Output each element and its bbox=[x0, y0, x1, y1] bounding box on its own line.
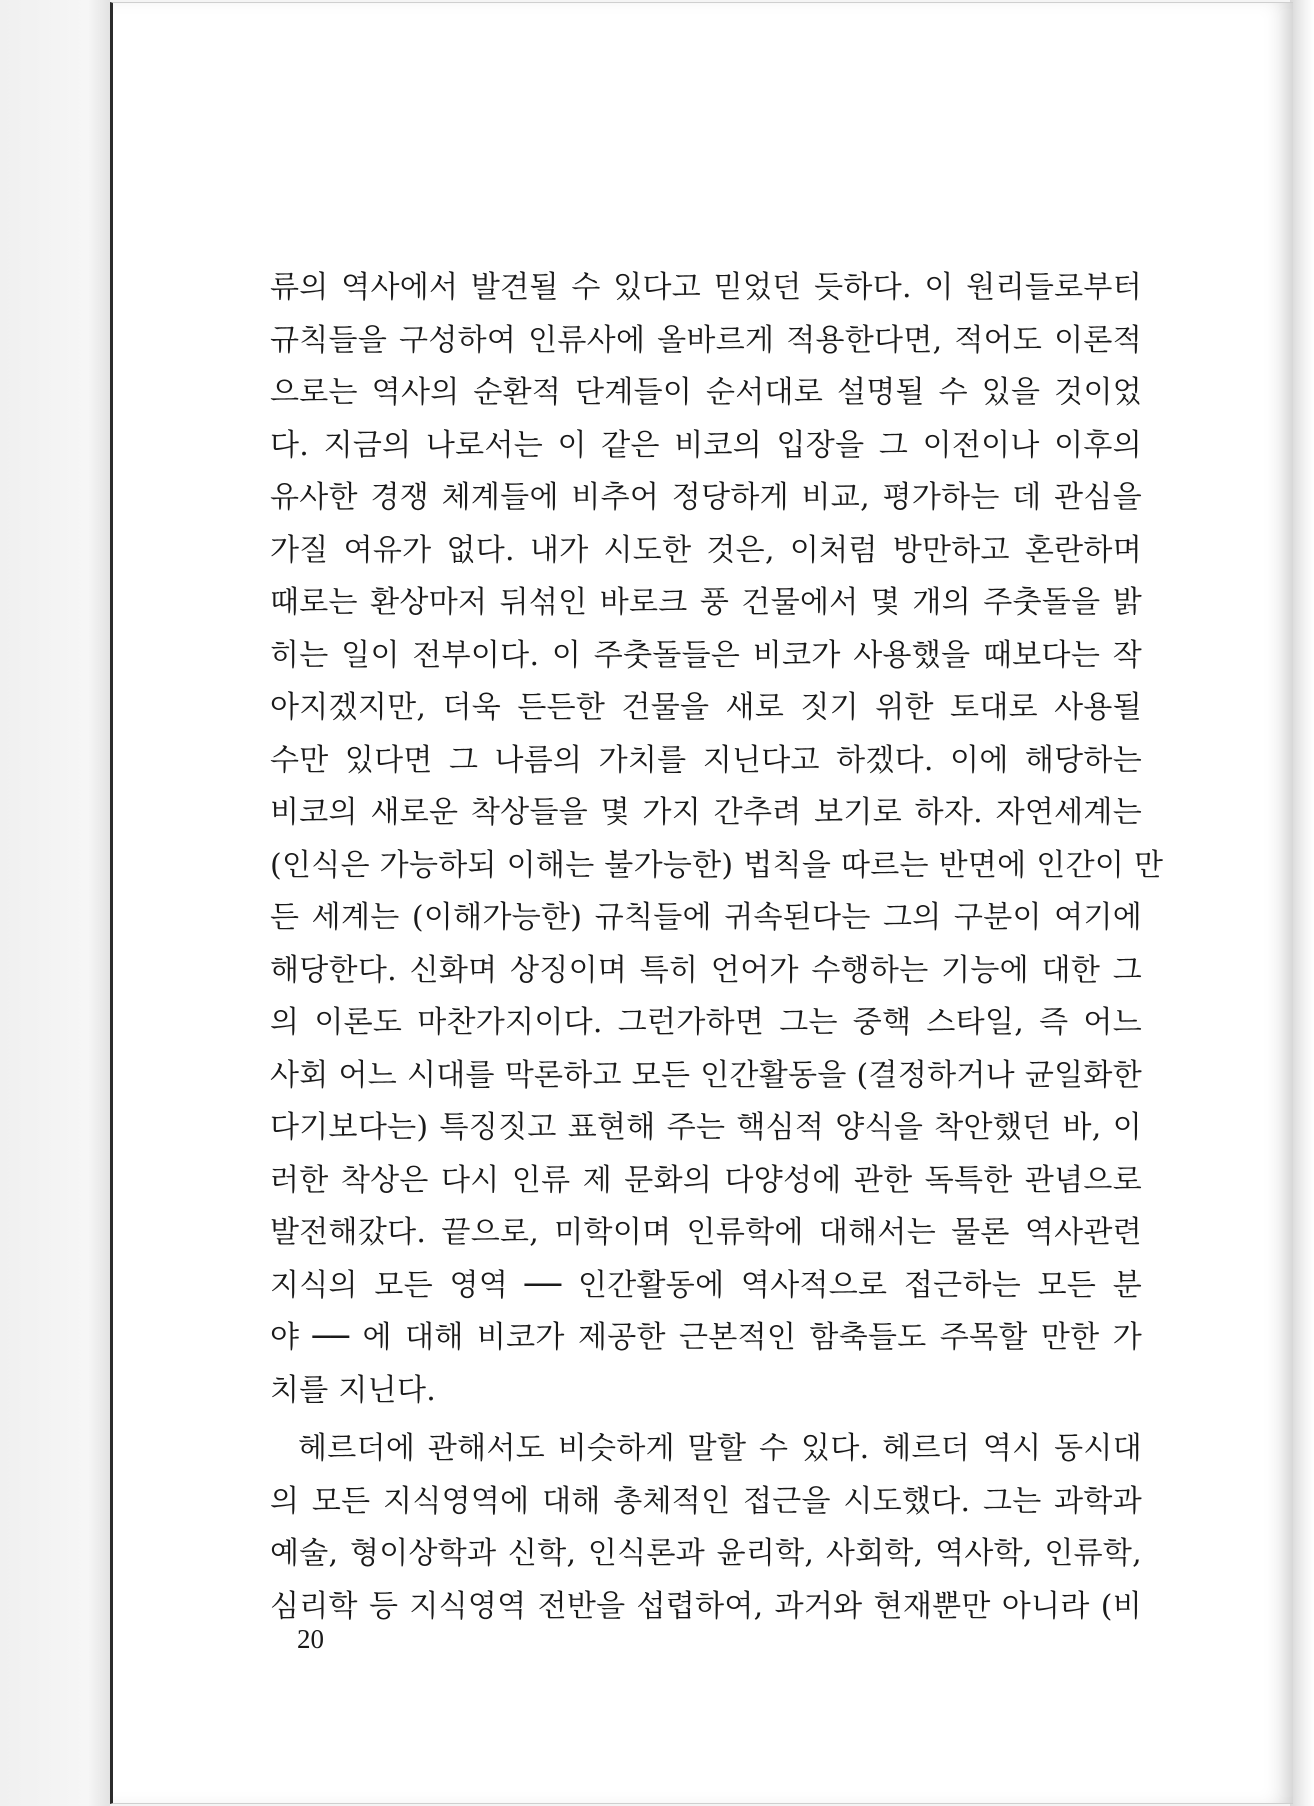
text-line: 다기보다는) 특징짓고 표현해 주는 핵심적 양식을 착안했던 바, 이 bbox=[270, 1110, 1142, 1145]
text-line: 의 모든 지식영역에 대해 총체적인 접근을 시도했다. 그는 과학과 bbox=[270, 1483, 1142, 1519]
page-number: 20 bbox=[297, 1624, 324, 1654]
text-line: 때로는 환상마저 뒤섞인 바로크 풍 건물에서 몇 개의 주춧돌을 밝 bbox=[270, 585, 1142, 620]
page-left-margin bbox=[0, 0, 110, 1806]
text-line: 으로는 역사의 순환적 단계들이 순서대로 설명될 수 있을 것이었 bbox=[270, 375, 1142, 410]
text-line: 아지겠지만, 더욱 든든한 건물을 새로 짓기 위한 토대로 사용될 bbox=[270, 690, 1142, 725]
text-line: 예술, 형이상학과 신학, 인식론과 윤리학, 사회학, 역사학, 인류학, bbox=[270, 1536, 1142, 1571]
paragraph-2 bbox=[270, 1423, 1142, 1633]
page-right-edge bbox=[1290, 0, 1314, 1806]
text-line: 의 이론도 마찬가지이다. 그런가하면 그는 중핵 스타일, 즉 어느 bbox=[270, 1005, 1142, 1040]
text-line: 사회 어느 시대를 막론하고 모든 인간활동을 (결정하거나 균일화한 bbox=[270, 1057, 1142, 1093]
body-text bbox=[270, 262, 1164, 1633]
text-line: 심리학 등 지식영역 전반을 섭렵하여, 과거와 현재뿐만 아니라 (비 bbox=[270, 1588, 1142, 1624]
text-line: 류의 역사에서 발견될 수 있다고 믿었던 듯하다. 이 원리들로부터 bbox=[270, 270, 1142, 305]
text-line: 유사한 경쟁 체계들에 비추어 정당하게 비교, 평가하는 데 관심을 bbox=[270, 480, 1142, 515]
text-line: 해당한다. 신화며 상징이며 특히 언어가 수행하는 기능에 대한 그 bbox=[270, 952, 1142, 988]
text-line: 히는 일이 전부이다. 이 주춧돌들은 비코가 사용했을 때보다는 작 bbox=[270, 637, 1142, 673]
text-line: 다. 지금의 나로서는 이 같은 비코의 입장을 그 이전이나 이후의 bbox=[270, 427, 1142, 463]
text-line: 지식의 모든 영역 ── 인간활동에 역사적으로 접근하는 모든 분 bbox=[270, 1267, 1142, 1303]
text-line: 발전해갔다. 끝으로, 미학이며 인류학에 대해서는 물론 역사관련 bbox=[270, 1215, 1142, 1250]
text-line: 러한 착상은 다시 인류 제 문화의 다양성에 관한 독특한 관념으로 bbox=[270, 1162, 1142, 1198]
text-line: (인식은 가능하되 이해는 불가능한) 법칙을 따르는 반면에 인간이 만 bbox=[270, 847, 1164, 883]
text-line: 야 ── 에 대해 비코가 제공한 근본적인 함축들도 주목할 만한 가 bbox=[270, 1320, 1142, 1355]
text-line: 규칙들을 구성하여 인류사에 올바르게 적용한다면, 적어도 이론적 bbox=[270, 322, 1142, 358]
text-line: 가질 여유가 없다. 내가 시도한 것은, 이처럼 방만하고 혼란하며 bbox=[270, 532, 1142, 568]
text-line: 수만 있다면 그 나름의 가치를 지닌다고 하겠다. 이에 해당하는 bbox=[270, 742, 1142, 778]
text-line: 든 세계는 (이해가능한) 규칙들에 귀속된다는 그의 구분이 여기에 bbox=[270, 900, 1142, 935]
text-line: 비코의 새로운 착상들을 몇 가지 간추려 보기로 하자. 자연세계는 bbox=[270, 795, 1142, 830]
text-line: 헤르더에 관해서도 비슷하게 말할 수 있다. 헤르더 역시 동시대 bbox=[298, 1431, 1142, 1466]
text-line: 치를 지닌다. bbox=[270, 1372, 437, 1408]
paragraph-1 bbox=[270, 262, 1164, 1417]
